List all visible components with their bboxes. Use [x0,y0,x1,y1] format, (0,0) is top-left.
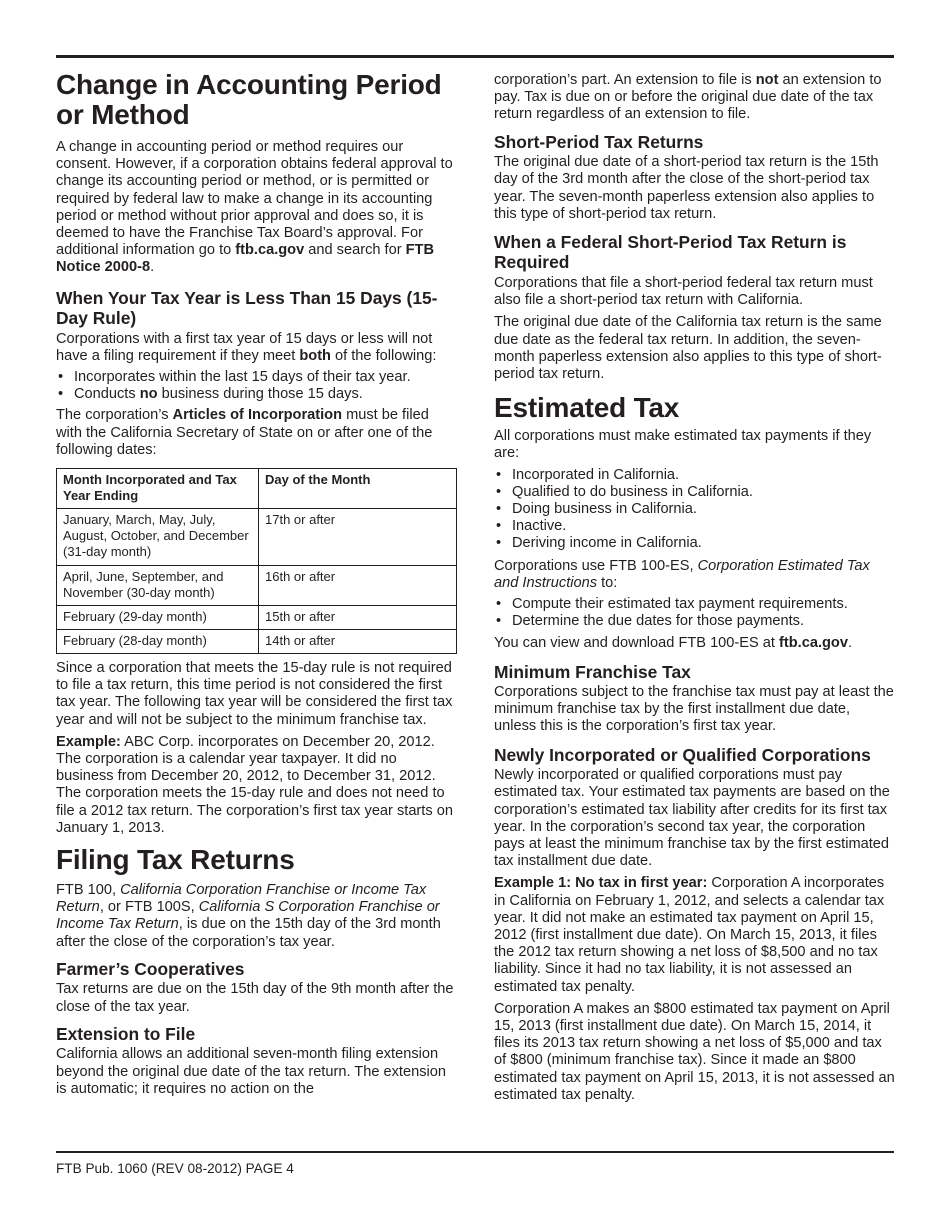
heading-15-day-rule: When Your Tax Year is Less Than 15 Days (15-Day Rule) [56,287,438,329]
section-title-accounting: Change in Accounting Period or Method [56,69,442,130]
table-cell: February (29-day month) [57,606,259,630]
newly-paragraph: Newly incorporated or qualified corporations must pay estimated tax. Your estimated tax payments are based on the corporation’s estimated tax liability after credits for its first tax year. In the corporation’s second tax year, the corporation pays at least the minimum franchise tax by the first estimated tax installment due date. [494,767,890,870]
example1-paragraph-2: Corporation A makes an $800 estimated tax payment on April 15, 2013 (first installment due date). On March 15, 2014, it files its 2013 tax return showing a net loss of $5,000 and tax of $800 (minimum franchise tax). Since it made an $800 estimated tax payment on April 15, 2013, it is not assessed an estimated tax penalty. [494,1000,895,1103]
rule15-bullet-list [56,369,458,403]
farmers-paragraph: Tax returns are due on the 15th day of the 9th month after the close of the tax year. [56,981,454,1015]
table-cell: 14th or after [259,630,457,654]
federal-paragraph-2: The original due date of the California tax return is the same due date as the federal tax return. In addition, the seven-month paperless extension also applies to this type of short-period tax return. [494,314,882,382]
minimum-paragraph: Corporations subject to the franchise tax must pay at least the minimum franchise tax by the first installment due date, unless this is the corporation’s first tax year. [494,684,894,735]
table-cell: 16th or after [259,566,457,606]
table-cell: 15th or after [259,606,457,630]
rule15-paragraph-3: Since a corporation that meets the 15-day rule is not required to file a tax return, this time period is not considered the first tax year. The following tax year will be considered the first tax year and will not be subject to the minimum franchise tax. [56,660,453,728]
list-item: • Qualified to do business in California. [494,484,896,501]
list-item: • Determine the due dates for those payments. [494,613,896,630]
list-item: • Incorporates within the last 15 days of their tax year. [56,369,458,386]
heading-federal-short-period: When a Federal Short-Period Tax Return is Required [494,231,847,273]
example1-paragraph: Example 1: No tax in first year: Corporation A incorporates in California on February 1, 2012, and selects a calendar tax year. It did not make an estimated tax payment on April 15, 2012 (first installment due date). On March 15, 2013, it files the 2012 tax return showing a net loss of $8,500 and no tax liability. Since it had no tax liability, it is not assessed an estimated tax penalty. [494,875,885,995]
federal-paragraph-1: Corporations that file a short-period federal tax return must also file a short-period tax return with California. [494,274,873,309]
top-rule [56,55,894,58]
table-cell: January, March, May, July, August, October, and December (31-day month) [57,509,259,566]
extension-paragraph-continued: corporation’s part. An extension to file is not an extension to pay. Tax is due on or before the original due date of the tax return regardless of an extension to file. [494,72,882,123]
table-cell: April, June, September, and November (30-day month) [57,566,259,606]
page-footer: FTB Pub. 1060 (REV 08-2012) PAGE 4 [56,1161,294,1176]
estimated-bullet-list [494,467,896,553]
table-row [57,630,457,654]
heading-newly-incorporated: Newly Incorporated or Qualified Corporations [494,744,871,765]
accounting-intro: A change in accounting period or method requires our consent. However, if a corporation obtains federal approval to change its accounting period or method, or is permitted or required by federal law to make a change in its accounting period or method without prior approval and does so, it is deemed to have the Franchise Tax Board’s approval. For additional information go to ftb.ca.gov and search for FTB Notice 2000-8. [56,139,453,276]
table-header-month: Month Incorporated and Tax Year Ending [57,469,259,509]
table-cell: 17th or after [259,509,457,566]
heading-short-period: Short-Period Tax Returns [494,131,704,152]
estimated-paragraph-1: All corporations must make estimated tax payments if they are: [494,428,872,462]
heading-extension-to-file: Extension to File [56,1023,196,1044]
table-cell: February (28-day month) [57,630,259,654]
list-item: • Incorporated in California. [494,467,896,484]
extension-paragraph: California allows an additional seven-month filing extension beyond the original due date of the tax return. The extension is automatic; it requires no action on the [56,1046,446,1097]
table-row [57,566,457,606]
section-title-estimated-tax: Estimated Tax [494,392,680,424]
rule15-paragraph-1: Corporations with a first tax year of 15 days or less will not have a filing requirement if they meet both of the following: [56,330,437,364]
heading-farmers-cooperatives: Farmer’s Cooperatives [56,958,245,979]
list-item: • Compute their estimated tax payment requirements. [494,596,896,613]
list-item: • Inactive. [494,518,896,535]
table-header-row [57,469,457,509]
list-item: • Conducts no business during those 15 days. [56,386,458,403]
incorporation-dates-table [56,468,457,654]
left-column [56,70,458,1098]
right-column [494,72,896,1104]
table-row [57,606,457,630]
estimated-bullet-list-2 [494,596,896,630]
estimated-paragraph-2: Corporations use FTB 100-ES, Corporation Estimated Tax and Instructions to: [494,557,870,591]
heading-minimum-franchise-tax: Minimum Franchise Tax [494,661,691,682]
section-title-filing: Filing Tax Returns [56,844,295,876]
rule15-example: Example: ABC Corp. incorporates on December 20, 2012. The corporation is a calendar year taxpayer. It did no business from December 20, 2012, to December 31, 2012. The corporation meets the 15-day rule and does not need to file a 2012 tax return. The corporation’s first tax year starts on January 1, 2013. [56,733,453,836]
list-item: • Deriving income in California. [494,535,896,552]
bottom-rule [56,1151,894,1153]
rule15-paragraph-2: The corporation’s Articles of Incorporation must be filed with the California Secretary of State on or after one of the following dates: [56,407,433,458]
list-item: • Doing business in California. [494,501,896,518]
table-row [57,509,457,566]
estimated-paragraph-3: You can view and download FTB 100-ES at ftb.ca.gov. [494,635,853,652]
table-header-day: Day of the Month [259,469,457,509]
filing-paragraph: FTB 100, California Corporation Franchise or Income Tax Return, or FTB 100S, California S Corporation Franchise or Income Tax Return, is due on the 15th day of the 3rd month after the close of the corporation’s tax year. [56,882,441,950]
short-period-paragraph: The original due date of a short-period tax return is the 15th day of the 3rd month after the close of the short-period tax year. The seven-month paperless extension also applies to this type of short-period tax return. [494,154,879,222]
